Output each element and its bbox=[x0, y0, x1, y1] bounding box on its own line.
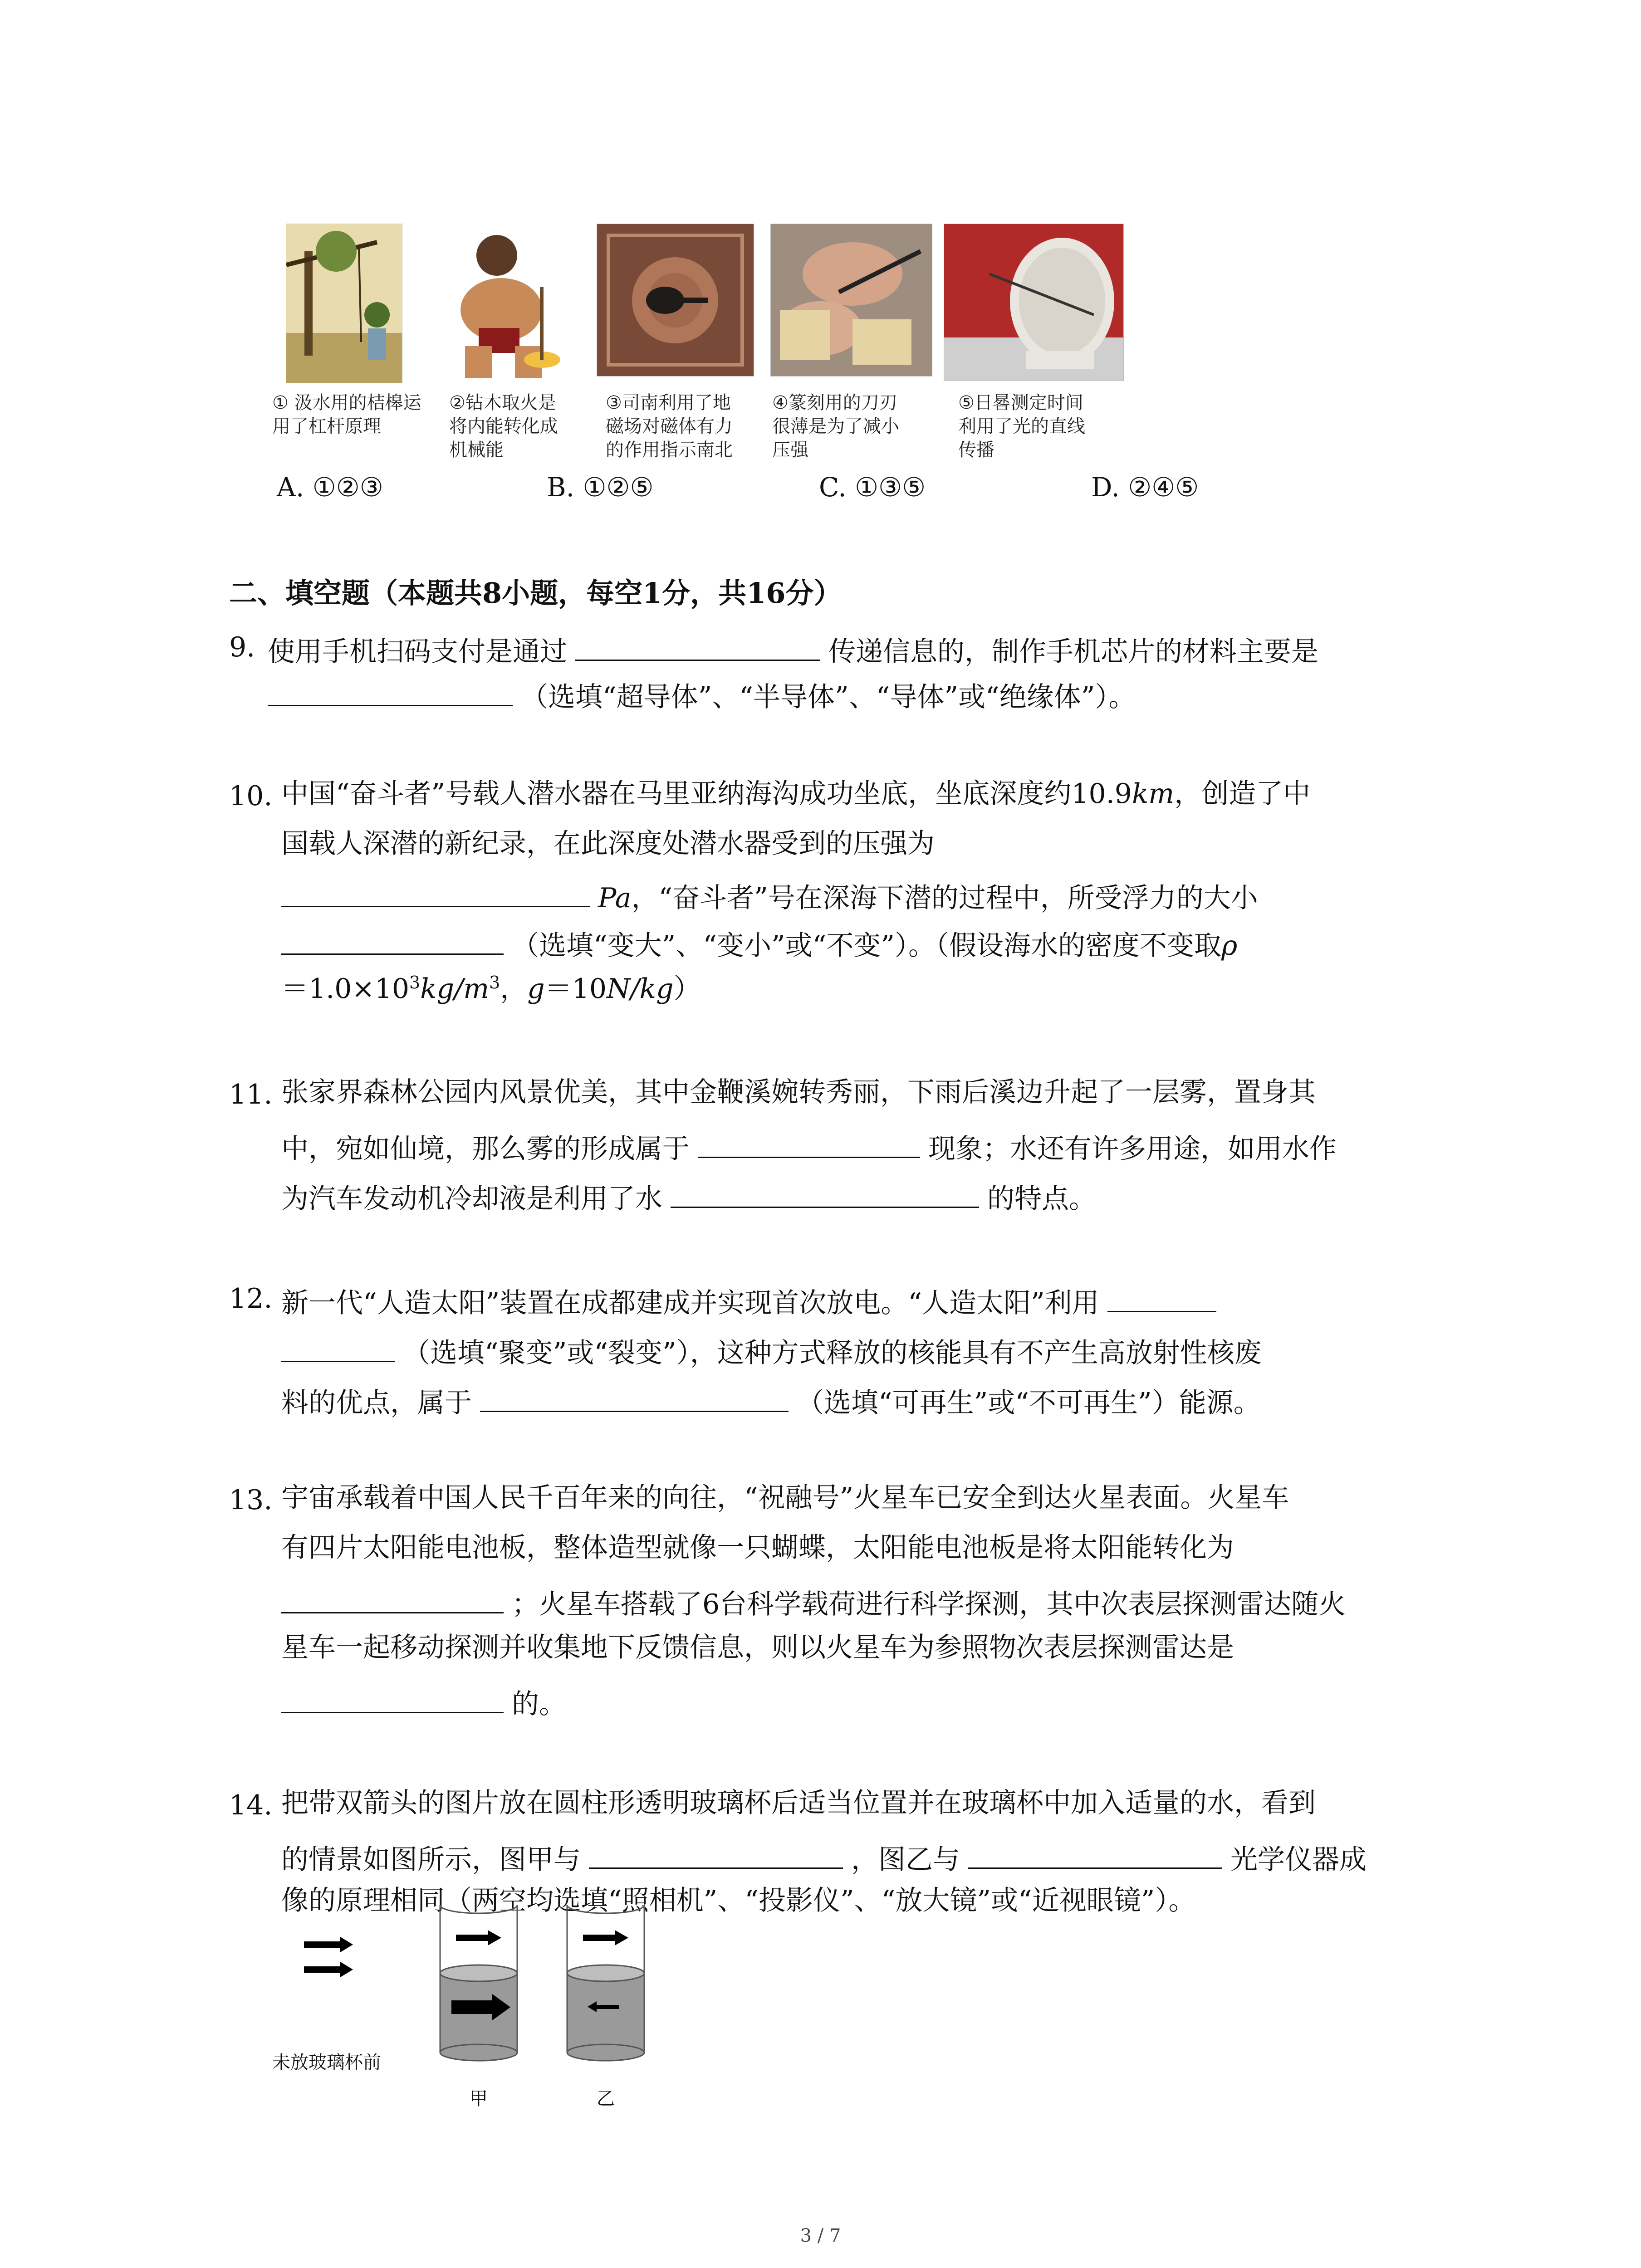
q13-blank-2[interactable] bbox=[281, 1684, 504, 1713]
q13-line5: 的。 bbox=[281, 1684, 566, 1718]
seal-carving-image bbox=[770, 224, 932, 376]
q12-blank-1a[interactable] bbox=[1107, 1283, 1216, 1312]
q14-blank-2[interactable] bbox=[968, 1839, 1222, 1869]
q9-line1: 使用手机扫码支付是通过 传递信息的，制作手机芯片的材料主要是 bbox=[268, 631, 1318, 665]
caption-2: ②钻木取火是 将内能转化成 机械能 bbox=[449, 392, 558, 460]
q10-line1: 中国“奋斗者”号载人潜水器在马里亚纳海沟成功坐底，坐底深度约10.9km，创造了中 bbox=[281, 778, 1311, 810]
q11-blank-2[interactable] bbox=[671, 1178, 979, 1208]
q10-line5: $=1.0\times 10^3kg/m^3$，g＝10N/kg） bbox=[281, 973, 701, 1005]
q10-blank-2[interactable] bbox=[281, 925, 504, 955]
q12-blank-1b[interactable] bbox=[281, 1333, 395, 1362]
compass-sinan-image bbox=[597, 224, 754, 376]
caption-1: ① 汲水用的桔槔运 用了杠杆原理 bbox=[272, 392, 421, 437]
q10-line2: 国载人深潜的新纪录，在此深度处潜水器受到的压强为 bbox=[281, 828, 935, 860]
jia-label: 甲 bbox=[470, 2088, 488, 2109]
yi-label: 乙 bbox=[597, 2088, 615, 2109]
page-number: 3 / 7 bbox=[800, 2225, 841, 2246]
cup-figure bbox=[272, 1905, 681, 2114]
q11-line1: 张家界森林公园内风景优美，其中金鞭溪婉转秀丽，下雨后溪边升起了一层雾，置身其 bbox=[281, 1076, 1316, 1108]
double-arrow-icon bbox=[304, 1937, 353, 1977]
q10-blank-1[interactable] bbox=[281, 878, 590, 907]
option-d: D. ②④⑤ bbox=[1091, 472, 1199, 503]
q14-line3: 像的原理相同（两空均选填“照相机”、“投影仪”、“放大镜”或“近视眼镜”）。 bbox=[281, 1885, 1196, 1916]
q10-line4: （选填“变大”、“变小”或“不变”）。（假设海水的密度不变取ρ bbox=[281, 925, 1237, 959]
option-c: C. ①③⑤ bbox=[819, 472, 926, 503]
q12-line3: 料的优点，属于 （选填“可再生”或“不可再生”）能源。 bbox=[281, 1383, 1261, 1417]
q14-line2: 的情景如图所示，图甲与 ，图乙与 光学仪器成 bbox=[281, 1839, 1367, 1873]
q14-blank-1[interactable] bbox=[589, 1839, 843, 1869]
well-sweep-image bbox=[286, 224, 402, 383]
q9-blank-2[interactable] bbox=[268, 677, 513, 706]
q13-line1: 宇宙承载着中国人民千百年来的向往，“祝融号”火星车已安全到达火星表面。火星车 bbox=[281, 1482, 1289, 1514]
option-a: A. ①②③ bbox=[277, 472, 383, 503]
q13-line4: 星车一起移动探测并收集地下反馈信息，则以火星车为参照物次表层探测雷达是 bbox=[281, 1632, 1234, 1663]
q11-blank-1[interactable] bbox=[698, 1129, 920, 1158]
drill-fire-image bbox=[447, 224, 565, 382]
q11-line2: 中，宛如仙境，那么雾的形成属于 现象；水还有许多用途，如用水作 bbox=[281, 1129, 1337, 1163]
q12-number: 12. bbox=[229, 1283, 273, 1315]
q10-number: 10. bbox=[229, 780, 273, 812]
q12-blank-2[interactable] bbox=[480, 1383, 789, 1412]
q10-line3: Pa，“奋斗者”号在深海下潜的过程中，所受浮力的大小 bbox=[281, 878, 1258, 912]
q9-number: 9. bbox=[229, 631, 255, 663]
cup-yi bbox=[567, 1905, 644, 2061]
q12-line1: 新一代“人造太阳”装置在成都建成并实现首次放电。“人造太阳”利用 bbox=[281, 1283, 1225, 1317]
section-title: 二、填空题（本题共8小题，每空1分，共16分） bbox=[229, 577, 842, 610]
q11-number: 11. bbox=[229, 1079, 273, 1110]
cup-jia bbox=[440, 1905, 517, 2061]
caption-5: ⑤日晷测定时间 利用了光的直线 传播 bbox=[958, 392, 1085, 460]
q14-line1: 把带双箭头的图片放在圆柱形透明玻璃杯后适当位置并在玻璃杯中加入适量的水，看到 bbox=[281, 1787, 1316, 1819]
cup-figure-drawing bbox=[272, 1905, 681, 2114]
q13-line2: 有四片太阳能电池板，整体造型就像一只蝴蝶，太阳能电池板是将太阳能转化为 bbox=[281, 1532, 1234, 1564]
q14-number: 14. bbox=[229, 1789, 273, 1821]
caption-3: ③司南利用了地 磁场对磁体有力 的作用指示南北 bbox=[606, 392, 733, 460]
q12-line2: （选填“聚变”或“裂变”），这种方式释放的核能具有不产生高放射性核废 bbox=[281, 1333, 1262, 1367]
q13-number: 13. bbox=[229, 1484, 273, 1516]
q9-blank-1[interactable] bbox=[575, 631, 820, 661]
before-glass-label: 未放玻璃杯前 bbox=[272, 2052, 381, 2073]
caption-4: ④篆刻用的刀刃 很薄是为了减小 压强 bbox=[772, 392, 899, 460]
q11-line3: 为汽车发动机冷却液是利用了水 的特点。 bbox=[281, 1178, 1096, 1212]
q13-line3: ；火星车搭载了6台科学载荷进行科学探测，其中次表层探测雷达随火 bbox=[281, 1584, 1346, 1618]
q9-line2: （选填“超导体”、“半导体”、“导体”或“绝缘体”）。 bbox=[268, 677, 1136, 711]
sundial-image bbox=[944, 224, 1124, 381]
q13-blank-1[interactable] bbox=[281, 1584, 504, 1613]
option-b: B. ①②⑤ bbox=[547, 472, 654, 503]
